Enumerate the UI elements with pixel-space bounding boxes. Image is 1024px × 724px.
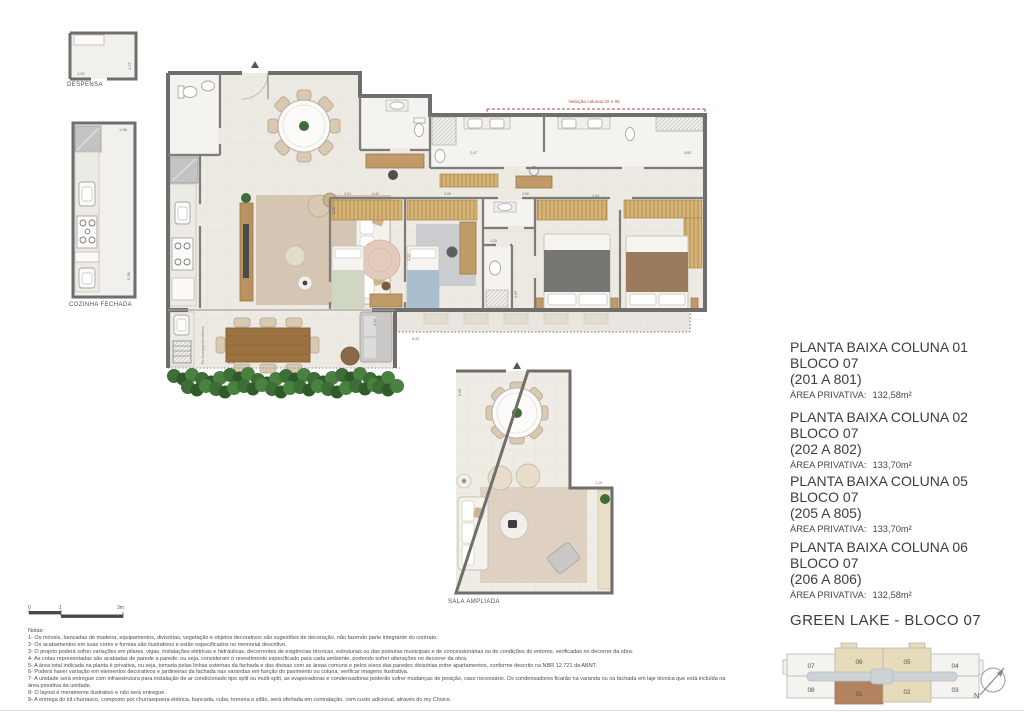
scale-tick: 0 [28, 605, 31, 611]
shower [486, 290, 508, 307]
dimension-label: 5,38 [126, 272, 131, 280]
dimension-label: 2,00 [444, 192, 451, 196]
keyplan-unit-label: 01 [855, 691, 863, 698]
dimension-label: 3,01 [344, 192, 351, 196]
despensa-plan [67, 30, 139, 82]
notes-section [28, 628, 728, 704]
dimension-label: 1,09 [514, 291, 518, 298]
unit-title: PLANTA BAIXA COLUNA 05 [790, 473, 968, 489]
plant [600, 494, 610, 504]
note-line: 2- Os acabamentos em suas cores e formas são ilustrativos e estão especificados no memorial descritivo. [28, 641, 287, 648]
keyplan-unit-label: 03 [951, 687, 959, 694]
keyplan [783, 636, 983, 708]
note-line: 7- A unidade será entregue com infraestrutura para instalação de ar condicionado tipo split ou multi-split, as evaporadoras e condensadoras poderão sofrer mudanças de posição, caso necessário. Os condensadores ficarão na varanda ou na fachada em laje técnica que está incluída na área privativa da unidade. [28, 676, 726, 690]
stool [382, 282, 391, 291]
desk [370, 294, 402, 307]
dimension-label: 2,47 [470, 151, 477, 155]
unit-range: (201 A 801) [790, 371, 862, 388]
area-label: ÁREA PRIVATIVA: [790, 589, 867, 600]
entrance-marker [251, 61, 259, 68]
svg-text:Variação colunas 02 e 05: Variação colunas 02 e 05 [568, 99, 620, 104]
table-plant [299, 121, 309, 131]
dimension-label: 5,83 [684, 151, 691, 155]
sink [202, 81, 215, 91]
main-floorplan [164, 56, 714, 402]
stove-cooktop [77, 216, 97, 248]
scale-tick: 1 [59, 605, 62, 611]
dining-table [486, 382, 548, 444]
scale-tick: 3m [117, 605, 124, 611]
kit-churrasqueira-label: Kit churrasqueira elétrica [201, 326, 205, 364]
sink [498, 203, 512, 210]
plant [241, 193, 251, 203]
single-bed [332, 246, 364, 308]
cozinha-fechada-plan [69, 120, 141, 300]
stove-cooktop [172, 238, 193, 270]
sink [390, 102, 404, 109]
keyplan-unit-label: 06 [855, 659, 863, 666]
wardrobe [624, 200, 702, 218]
note-line: 8- O layout é meramente ilustrativo e não será entregue. [28, 690, 166, 697]
unit-block-coluna-02 [790, 409, 968, 470]
round-rug [360, 240, 400, 280]
sink [562, 119, 576, 128]
despensa-shelf [74, 35, 104, 45]
note-line: 4- As cotas representadas são acabadas de parede a parede, ou seja, consideram o revestimento especificado para cada ambiente, podendo sofrer alterações no decorrer da obra. [28, 655, 468, 662]
dining-table [268, 90, 340, 162]
dimension-label: 3,23 [407, 254, 411, 261]
despensa-label: DESPENSA [67, 82, 103, 88]
keyplan-unit-label: 02 [903, 689, 911, 696]
nightstand [611, 298, 618, 309]
toilet [626, 128, 635, 141]
desk [460, 222, 476, 274]
note-line: 1- Os móveis, bancadas de madeira, equipamentos, divisórias, vegetação e objetos decorativos são sugestões de decoração, não fazendo parte integrante do contrato. [28, 634, 438, 641]
toilet [435, 150, 445, 163]
sala-ampliada-label: SALA AMPLIADA [448, 599, 500, 605]
sink [468, 119, 482, 128]
unit-range: (206 A 806) [790, 571, 862, 588]
kitchen [170, 157, 198, 306]
unit-range: (202 A 802) [790, 441, 862, 458]
dimension-label: 2,50 [522, 192, 529, 196]
bbq-kit [170, 312, 194, 366]
dimension-label: 2,20 [332, 207, 336, 214]
unit-block-coluna-06 [790, 539, 968, 600]
double-bed [626, 236, 688, 309]
area-value: 133,70m² [872, 459, 912, 470]
note-line: 9- A entrega do kit churrasco, composto por churrasqueira elétrica, bancada, cuba, torneira e sifão, será ofertada em contratação, com custo adicional, através do my Choice. [28, 697, 452, 704]
tv [243, 224, 249, 278]
sink [490, 119, 504, 128]
toilet [178, 86, 197, 98]
dimension-label: 1,25 [490, 239, 497, 243]
dimension-label: 6,43 [412, 337, 419, 341]
area-label: ÁREA PRIVATIVA: [790, 389, 867, 400]
scale-bar [24, 600, 154, 624]
dimension-label: 1,19 [595, 481, 602, 485]
note-line: 5- A área total indicada na planta é privativa, ou seja, tomada pelas linhas externas da fachada e das divisas com as áreas comuns e pelos eixos das paredes divisórias entre apartamentos, conforme descrito na NBR 12.721 da ABNT. [28, 662, 597, 669]
note-line: 3- O projeto poderá sofrer variações em pilares, vigas, instalações elétricas e hidráulicas, decorrentes de exigências técnicas, estruturais ou das posturas municipais e de concessionárias ou de condições do entorno, verificadas no decorrer da obra. [28, 648, 634, 655]
north-compass-icon [972, 664, 1012, 702]
shower [656, 117, 703, 131]
north-label: N [974, 693, 980, 700]
dimension-label: 1,91 [77, 71, 85, 76]
keyplan-unit-label: 04 [951, 663, 959, 670]
planter-greenery [167, 367, 404, 399]
nightstand [536, 298, 543, 309]
area-value: 133,70m² [872, 523, 912, 534]
notes-title: Notas: [28, 628, 44, 634]
keyplan-title: GREEN LAKE - BLOCO 07 [790, 612, 981, 629]
hall-console [366, 154, 424, 168]
cozinha-fechada-label: COZINHA FECHADA [69, 302, 133, 308]
grill [173, 341, 191, 363]
keyplan-core-center [871, 669, 893, 684]
keyplan-unit-label: 07 [807, 663, 815, 670]
area-value: 132,58m² [872, 389, 912, 400]
area-label: ÁREA PRIVATIVA: [790, 459, 867, 470]
single-bed [407, 246, 439, 308]
dimension-label: 4,42 [372, 192, 379, 196]
pouf [516, 464, 540, 488]
unit-bloco: BLOCO 07 [790, 489, 859, 506]
sink [588, 119, 602, 128]
unit-bloco: BLOCO 07 [790, 425, 859, 442]
unit-bloco: BLOCO 07 [790, 355, 859, 372]
unit-range: (205 A 805) [790, 505, 862, 522]
shower [432, 117, 456, 145]
nightstand [691, 298, 698, 309]
wardrobe [332, 200, 402, 220]
entrance-marker [513, 362, 521, 369]
dimension-label: 1,27 [127, 62, 132, 70]
master-suite-1 [536, 200, 618, 309]
dimension-label: 2,04 [592, 194, 599, 198]
variation-annotation [487, 99, 705, 115]
keyplan-unit-label: 05 [903, 659, 911, 666]
area-label: ÁREA PRIVATIVA: [790, 523, 867, 534]
corridor-cabinet [440, 174, 498, 187]
side-table [341, 347, 359, 365]
unit-title: PLANTA BAIXA COLUNA 06 [790, 539, 968, 555]
wardrobe [537, 200, 607, 220]
dimension-label: 2,12 [373, 319, 377, 326]
dimension-label: 5,05 [458, 389, 462, 396]
unit-title: PLANTA BAIXA COLUNA 02 [790, 409, 968, 425]
unit-bloco: BLOCO 07 [790, 555, 859, 572]
rug [480, 487, 587, 583]
note-line: 6- Poderá haver variação em elementos decorativos e jardineiras da fachada nas varandas em função do pavimento ou coluna, verificar imagens ilustrativa. [28, 669, 409, 676]
hall-chair [388, 170, 398, 180]
double-bed [544, 234, 610, 309]
pouf [285, 246, 305, 266]
page-bottom-divider [0, 710, 1024, 711]
small-bathroom [494, 202, 516, 212]
unit-title: PLANTA BAIXA COLUNA 01 [790, 339, 968, 355]
dimension-label: 6,50 [228, 361, 235, 365]
unit-block-coluna-05 [790, 473, 968, 534]
vanity-desk [516, 176, 552, 188]
unit-block-coluna-01 [790, 339, 968, 400]
area-value: 132,58m² [872, 589, 912, 600]
keyplan-unit-label: 08 [807, 687, 815, 694]
dimension-label: 1,98 [119, 127, 127, 132]
toilet [490, 261, 501, 275]
sala-ampliada-plan [448, 362, 624, 602]
desk-chair [447, 247, 458, 258]
wardrobe [407, 200, 477, 220]
